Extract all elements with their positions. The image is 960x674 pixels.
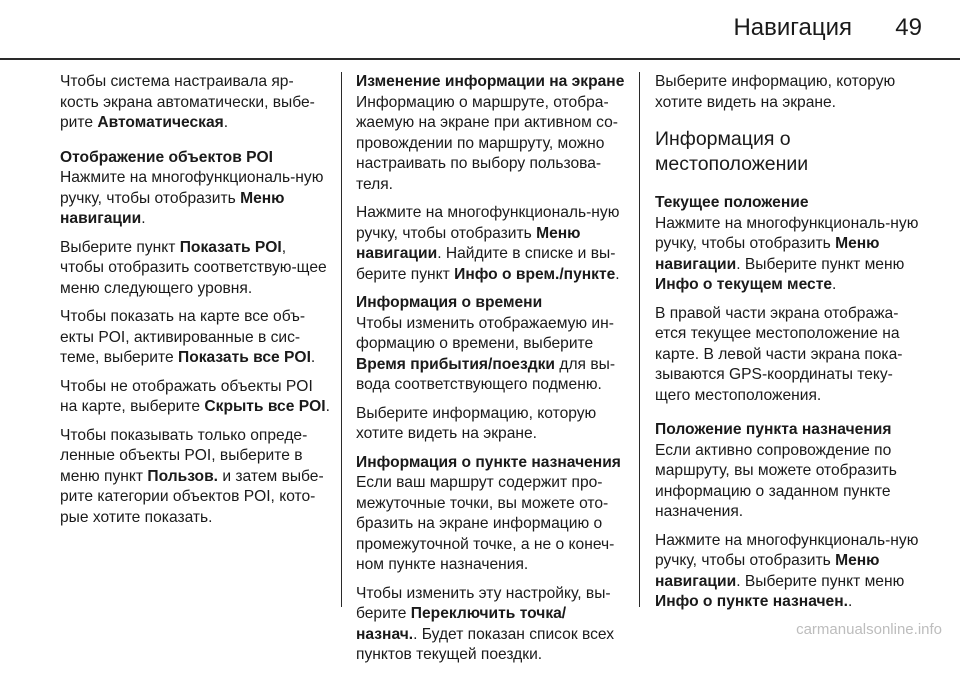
- paragraph: Нажмите на многофункциональ-ную ручку, чтобы отобразить Меню навигации. Выберите пункт меню Инфо о пункте назначен..: [655, 531, 919, 610]
- page-number: 49: [895, 14, 922, 41]
- paragraph: В правой части экрана отобража-ется текущее местоположение на карте. В левой части экрана пока-зываются GPS-координаты теку-щего местоположения.: [655, 304, 903, 404]
- section-heading: Информация о времени: [356, 294, 543, 311]
- section-heading: Отображение объектов POI: [60, 148, 273, 166]
- section-heading: Информация о пункте назначения: [356, 453, 621, 471]
- paragraph: Если активно сопровождение по маршруту, вы можете отобразить информацию о заданном пункте назначения.: [655, 441, 897, 520]
- page-title: Навигация: [733, 14, 852, 41]
- paragraph: Выберите пункт Показать POI, чтобы отобразить соответствую-щее меню следующего уровня.: [60, 238, 327, 297]
- section-heading: Текущее положение: [655, 194, 809, 211]
- destination-info-section: [356, 453, 626, 666]
- paragraph: Выберите информацию, которую хотите видеть на экране.: [356, 404, 597, 442]
- page-header: [0, 0, 960, 60]
- section-heading: Положение пункта назначения: [655, 421, 892, 438]
- section-heading: Изменение информации на экране: [356, 73, 625, 90]
- column-1: [60, 72, 330, 536]
- time-info-section: [356, 293, 626, 445]
- paragraph: Чтобы не отображать объекты POI на карте, выберите Скрыть все POI.: [60, 377, 330, 415]
- paragraph: Если ваш маршрут содержит про-межуточные точки, вы можете ото-бразить на экране информацию о промежуточной точке, а не о конеч-ном пункте назначения.: [356, 474, 615, 573]
- column-divider: [341, 72, 342, 607]
- destination-position-section: [655, 420, 920, 613]
- paragraph: Чтобы изменить отображаемую ин-формацию о времени, выберите Время прибытия/поездки для вы-вода соответствующего подменю.: [356, 314, 616, 393]
- paragraph: Чтобы показывать только опреде-ленные объекты POI, выберите в меню пункт Пользов. и затем выбе-рите категории объектов POI, кото-рые хотите показать.: [60, 426, 324, 526]
- option-automatic: Автоматическая: [97, 114, 224, 131]
- poi-section: [60, 148, 330, 529]
- paragraph: Информацию о маршруте, отобра-жаемую на экране при активном со-провождении по маршруту, можно настраивать по выбору пользова-теля.: [356, 93, 618, 193]
- paragraph: Нажмите на многофункциональ-ную ручку, чтобы отобразить Меню навигации. Найдите в списке и вы-берите пункт Инфо о врем./пункте.: [356, 204, 620, 283]
- header-divider: [0, 58, 960, 60]
- paragraph: Нажмите на многофункциональ-ную ручку, чтобы отобразить Меню навигации.: [60, 169, 324, 227]
- location-info-heading: Информация о местоположении: [655, 128, 809, 175]
- current-position-section: [655, 193, 920, 406]
- watermark: carmanualsonline.info: [796, 621, 942, 638]
- paragraph: Чтобы изменить эту настройку, вы-берите Переключить точка/ назнач.. Будет показан список всех пунктов текущей поездки.: [356, 584, 615, 663]
- column-2: [356, 72, 626, 674]
- column-3: [655, 72, 920, 621]
- paragraph: Нажмите на многофункциональ-ную ручку, чтобы отобразить Меню навигации. Выберите пункт меню Инфо о текущем месте.: [655, 214, 919, 293]
- paragraph: Чтобы показать на карте все объ-екты POI, активированные в сис-теме, выберите Показать все POI.: [60, 308, 316, 366]
- paragraph: Выберите информацию, которую хотите видеть на экране.: [655, 73, 896, 111]
- change-info-section: [356, 72, 626, 285]
- brightness-paragraph: Чтобы система настраивала яр-кость экрана автоматически, выбе-рите Автоматическая.: [60, 73, 315, 131]
- column-divider: [639, 72, 640, 607]
